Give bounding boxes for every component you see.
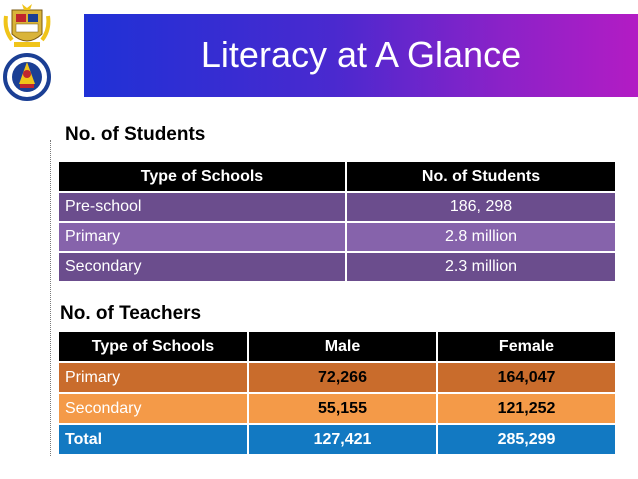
female-count-cell: 164,047 <box>437 362 615 393</box>
column-header-type: Type of Schools <box>59 332 248 362</box>
table-row <box>59 192 615 222</box>
table-row <box>59 362 615 393</box>
total-label-cell: Total <box>59 424 248 454</box>
page-title: Literacy at A Glance <box>200 34 522 75</box>
teachers-heading: No. of Teachers <box>60 303 202 324</box>
teachers-table <box>59 332 615 454</box>
column-header-female: Female <box>437 332 615 362</box>
students-heading: No. of Students <box>65 124 206 145</box>
students-table <box>59 162 615 281</box>
column-header-male: Male <box>248 332 437 362</box>
total-row <box>59 424 615 454</box>
title-banner <box>84 14 638 97</box>
malaysia-coat-of-arms-icon <box>2 2 52 52</box>
teachers-header-row <box>59 332 615 362</box>
school-type-cell: Pre-school <box>59 192 346 222</box>
school-type-cell: Secondary <box>59 252 346 281</box>
students-header-row <box>59 162 615 192</box>
school-type-cell: Secondary <box>59 393 248 424</box>
student-count-cell: 186, 298 <box>346 192 615 222</box>
school-type-cell: Primary <box>59 362 248 393</box>
column-header-type: Type of Schools <box>59 162 346 192</box>
male-count-cell: 72,266 <box>248 362 437 393</box>
female-total-cell: 285,299 <box>437 424 615 454</box>
male-total-cell: 127,421 <box>248 424 437 454</box>
student-count-cell: 2.3 million <box>346 252 615 281</box>
table-row <box>59 252 615 281</box>
column-header-students: No. of Students <box>346 162 615 192</box>
school-type-cell: Primary <box>59 222 346 252</box>
vertical-divider <box>50 140 51 456</box>
table-row <box>59 222 615 252</box>
female-count-cell: 121,252 <box>437 393 615 424</box>
male-count-cell: 55,155 <box>248 393 437 424</box>
table-row <box>59 393 615 424</box>
student-count-cell: 2.8 million <box>346 222 615 252</box>
ministry-of-education-emblem-icon <box>2 52 52 102</box>
